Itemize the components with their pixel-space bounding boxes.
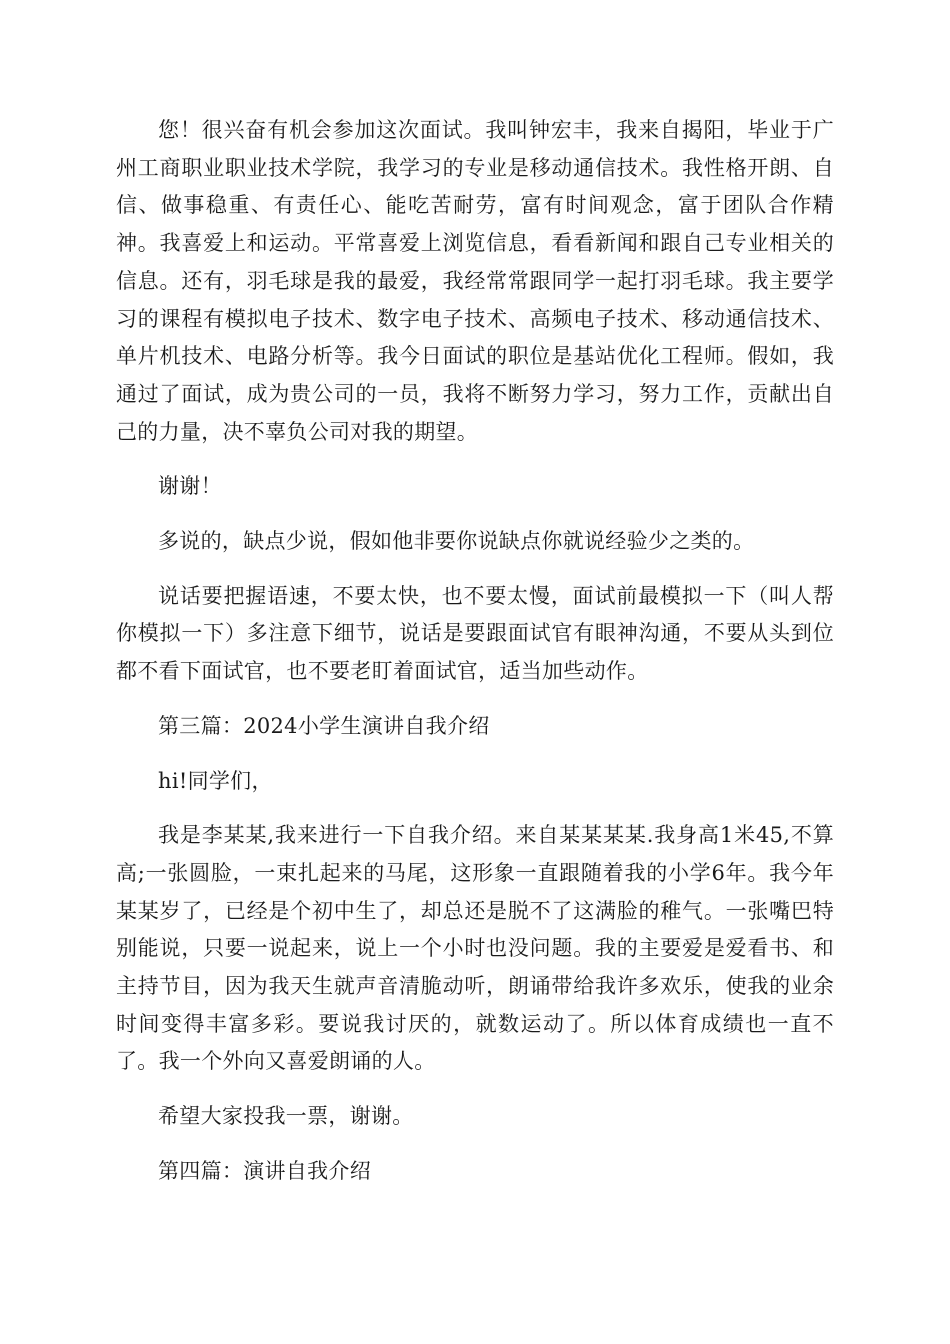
document-page [116,112,834,1191]
section-heading-4: 第四篇：演讲自我介绍 [158,1158,371,1183]
greeting-paragraph: hi!同学们， [158,768,273,793]
section-heading-3: 第三篇：2024小学生演讲自我介绍 [158,713,490,738]
closing-paragraph: 希望大家投我一票，谢谢。 [158,1104,414,1129]
thanks-paragraph: 谢谢！ [158,474,222,499]
intro-paragraph: 您！很兴奋有机会参加这次面试。我叫钟宏丰，我来自揭阳，毕业于广州工商职业职业技术学院，我学习的专业是移动通信技术。我性格开朗、自信、做事稳重、有责任心、能吃苦耐劳，富有时间观念，富于团队合作精神。我喜爱上和运动。平常喜爱上浏览信息，看看新闻和跟自己专业相关的信息。还有，羽毛球是我的最爱，我经常常跟同学一起打羽毛球。我主要学习的课程有模拟电子技术、数字电子技术、高频电子技术、移动通信技术、单片机技术、电路分析等。我今日面试的职位是基站优化工程师。假如，我通过了面试，成为贵公司的一员，我将不断努力学习，努力工作，贡献出自己的力量，决不辜负公司对我的期望。 [116,118,834,444]
self-intro-paragraph: 我是李某某,我来进行一下自我介绍。来自某某某某.我身高1米45,不算高;一张圆脸，一束扎起来的马尾，这形象一直跟随着我的小学6年。我今年某某岁了，已经是个初中生了，却总还是脱不了这满脸的稚气。一张嘴巴特别能说，只要一说起来，说上一个小时也没问题。我的主要爱是爱看书、和主持节目，因为我天生就声音清脆动听，朗诵带给我许多欢乐，使我的业余时间变得丰富多彩。要说我讨厌的，就数运动了。所以体育成绩也一直不了。我一个外向又喜爱朗诵的人。 [116,823,834,1074]
tip-paragraph: 多说的，缺点少说，假如他非要你说缺点你就说经验少之类的。 [158,529,755,554]
advice-paragraph: 说话要把握语速，不要太快，也不要太慢，面试前最模拟一下（叫人帮你模拟一下）多注意下细节，说话是要跟面试官有眼神沟通，不要从头到位都不看下面试官，也不要老盯着面试官，适当加些动作。 [116,583,834,684]
